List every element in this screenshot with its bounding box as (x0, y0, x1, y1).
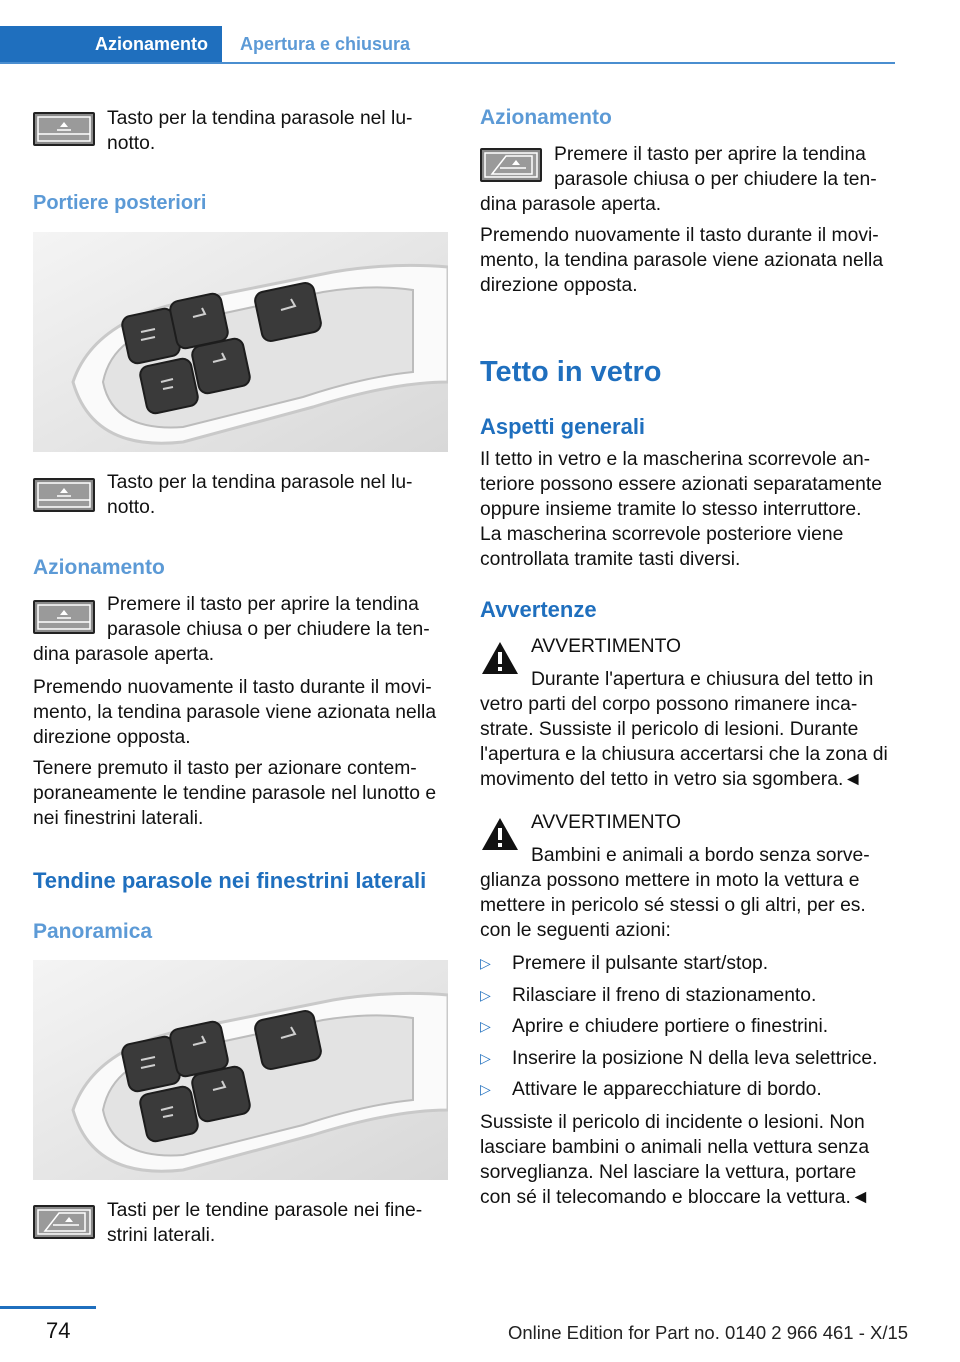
right-operation-heading: Azionamento (480, 106, 612, 129)
left-operation-paragraph-3: Tenere premuto il tasto per azionare contem- poraneamente le tendine parasole nel lunotto e nei finestrini laterali. (33, 758, 437, 829)
rear-doors-heading: Portiere posteriori (33, 192, 207, 214)
warning2-text: glianza possono mettere in moto la vettura e mettere in pericolo sé stessi o gli altri, per es. con le seguenti azioni: (480, 870, 866, 941)
general-text: Il tetto in vetro e la mascherina scorrevole an- teriore possono essere azionati separatamente oppure insieme tramite lo stesso interruttore. La mascherina scorrevole posteriore viene controllata tramite tasti diversi. (480, 449, 882, 570)
tab-apertura-chiusura[interactable]: Apertura e chiusura (240, 34, 411, 54)
warning1-line1: Durante l'apertura e chiusura del tetto in (531, 669, 874, 690)
warning-triangle-icon-2 (480, 816, 520, 852)
general-heading: Aspetti generali (480, 414, 646, 439)
footer-rule (0, 1306, 96, 1309)
warning2-title: AVVERTIMENTO (531, 812, 681, 833)
right-operation-text-cont: dina parasole aperta. (480, 194, 662, 215)
page-number: 74 (46, 1318, 71, 1343)
bullet-triangle-icon: ▷ (480, 955, 491, 971)
warning1-title: AVVERTIMENTO (531, 636, 681, 657)
glass-roof-heading: Tetto in vetro (480, 356, 662, 388)
right-operation-text: Premere il tasto per aprire la tendina parasole chiusa o per chiudere la ten- (554, 144, 877, 190)
bullet-triangle-icon: ▷ (480, 1081, 491, 1097)
rear-blind-button-icon-3 (33, 600, 95, 634)
warning1-text: vetro parti del corpo possono rimanere inca- strate. Sussiste il pericolo di lesioni. Durante l'apertura e la chiusura accertarsi che la zona di movimento del tetto in vetro sia sgombera.◄ (480, 694, 888, 790)
right-operation-paragraph-2: Premendo nuovamente il tasto durante il movi- mento, la tendina parasole viene azionata nella direzione opposta. (480, 225, 884, 296)
left-operation-text: Premere il tasto per aprire la tendina parasole chiusa o per chiudere la ten- (107, 594, 430, 640)
warning2-line1: Bambini e animali a bordo senza sorve- (531, 845, 870, 866)
side-caption: Tasti per le tendine parasole nei fine- strini laterali. (107, 1200, 423, 1246)
bullet-triangle-icon: ▷ (480, 1050, 491, 1066)
left-operation-text-cont: dina parasole aperta. (33, 644, 215, 665)
tab-azionamento[interactable]: Azionamento (0, 26, 222, 62)
warnings-heading: Avvertenze (480, 597, 597, 622)
left-operation-paragraph-2: Premendo nuovamente il tasto durante il movi- mento, la tendina parasole viene azionata nella direzione opposta. (33, 677, 437, 748)
side-blinds-heading: Tendine parasole nei finestrini laterali (33, 868, 427, 893)
rear-blind-button-icon-2 (33, 478, 95, 512)
header-tabs (0, 26, 895, 64)
side-blind-button-icon-2 (480, 148, 542, 182)
bullet-triangle-icon: ▷ (480, 987, 491, 1003)
rear-window-caption: Tasto per la tendina parasole nel lu- notto. (107, 108, 413, 154)
bullet-triangle-icon: ▷ (480, 1018, 491, 1034)
left-operation-heading: Azionamento (33, 556, 165, 579)
door-switch-photo (33, 232, 448, 452)
closing-paragraph: Sussiste il pericolo di incidente o lesioni. Non lasciare bambini o animali nella vettura senza sorveglianza. Nel lasciare la vettura, portare con sé il telecomando e bloccare la vettura.◄ (480, 1112, 870, 1208)
overview-heading: Panoramica (33, 920, 153, 943)
door-switch-photo-2 (33, 960, 448, 1180)
warning-triangle-icon (480, 640, 520, 676)
rear-doors-caption: Tasto per la tendina parasole nel lu- notto. (107, 472, 413, 518)
rear-blind-button-icon (33, 112, 95, 146)
edition-note: Online Edition for Part no. 0140 2 966 461 - X/15 (508, 1322, 909, 1343)
side-blind-button-icon (33, 1205, 95, 1239)
